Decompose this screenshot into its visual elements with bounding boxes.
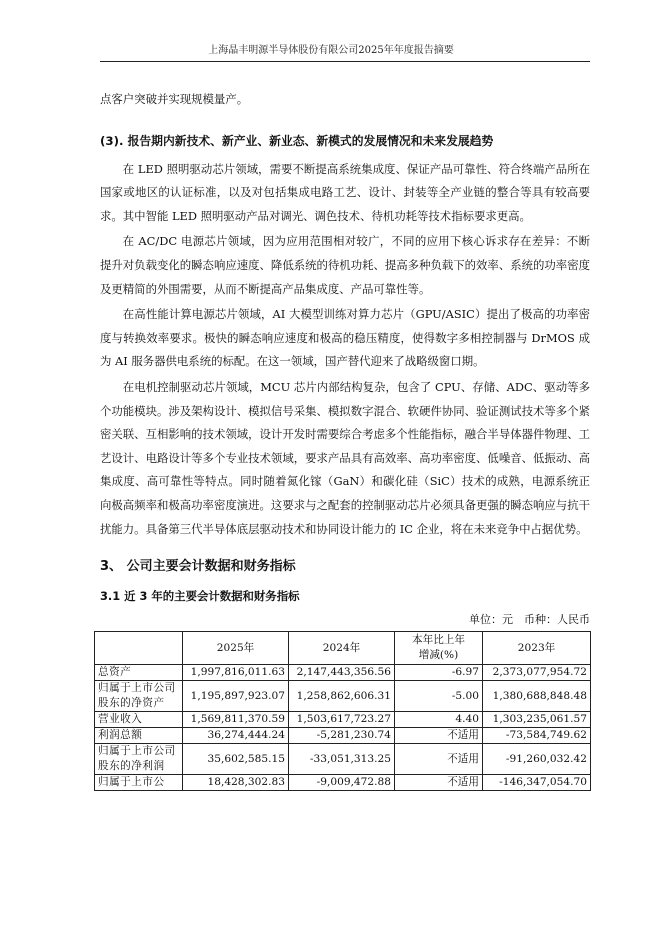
row-label: 归属于上市公 <box>95 775 183 791</box>
cell-change: -5.00 <box>395 681 483 712</box>
row-label: 总资产 <box>95 665 183 681</box>
paragraph-acdc: 在 AC/DC 电源芯片领域，因为应用范围相对较广，不同的应用下核心诉求存在差异：不断提升对负载变化的瞬态响应速度、降低系统的待机功耗、提高多种负载下的效率、系统的功率密度及更精简的外围需要，从而不断提高产品集成度、产品可靠性等。 <box>100 234 590 296</box>
table-header-cell: 2025年 <box>183 632 289 665</box>
table-header-cell: 本年比上年 增减(%) <box>395 632 483 665</box>
cell-2025: 18,428,302.83 <box>183 775 289 791</box>
table-header-row <box>95 632 591 665</box>
page-header: 上海晶丰明源半导体股份有限公司2025年年度报告摘要 <box>208 45 454 56</box>
row-label: 归属于上市公司股东的净资产 <box>95 681 183 712</box>
header-divider <box>100 61 590 62</box>
cell-2023: 1,303,235,061.57 <box>483 712 591 728</box>
cell-2025: 1,569,811,370.59 <box>183 712 289 728</box>
cell-2024: 1,258,862,606.31 <box>289 681 395 712</box>
cell-2025: 1,997,816,011.63 <box>183 665 289 681</box>
unit-currency-line: 单位：元 币种：人民币 <box>469 613 590 627</box>
cell-2024: 1,503,617,723.27 <box>289 712 395 728</box>
cell-change: 不适用 <box>395 728 483 744</box>
table-row <box>95 728 591 744</box>
row-label: 归属于上市公司股东的净利润 <box>95 744 183 775</box>
table-row <box>95 775 591 791</box>
financial-table <box>94 631 591 791</box>
cell-2025: 1,195,897,923.07 <box>183 681 289 712</box>
cell-2023: 2,373,077,954.72 <box>483 665 591 681</box>
paragraph-led: 在 LED 照明驱动芯片领域，需要不断提高系统集成度、保证产品可靠性、符合终端产品所在国家或地区的认证标准，以及对包括集成电路工艺、设计、封装等全产业链的整合等具有较高要求。其中智能 LED 照明驱动产品对调光、调色技术、待机功耗等技术指标要求更高。 <box>100 161 590 223</box>
row-label: 营业收入 <box>95 712 183 728</box>
cell-2025: 35,602,585.15 <box>183 744 289 775</box>
table-header-cell <box>95 632 183 665</box>
cell-2025: 36,274,444.24 <box>183 728 289 744</box>
table-row <box>95 744 591 775</box>
section-subheading-trends: (3). 报告期内新技术、新产业、新业态、新模式的发展情况和未来发展趋势 <box>100 133 494 148</box>
table-row <box>95 665 591 681</box>
cell-change: 4.40 <box>395 712 483 728</box>
section-heading-financials: 3、 公司主要会计数据和财务指标 <box>100 559 296 575</box>
cell-2024: -5,281,230.74 <box>289 728 395 744</box>
cell-change: 不适用 <box>395 744 483 775</box>
paragraph-motor: 在电机控制驱动芯片领域，MCU 芯片内部结构复杂，包含了 CPU、存储、ADC、驱动等多个功能模块。涉及架构设计、模拟信号采集、模拟数字混合、软硬件协同、验证测试技术等多个紧密关联、互相影响的技术领域，设计开发时需要综合考虑多个性能指标，融合半导体器件物理、工艺设计、电路设计等多个专业技术领域，要求产品具有高效率、高功率密度、低噪音、低振动、高集成度、高可靠性等特点。同时随着氮化镓（GaN）和碳化硅（SiC）技术的成熟，电源系统正向极高频率和极高功率密度演进。这要求与之配套的控制驱动芯片必须具备更强的瞬态响应与抗干扰能力。具备第三代半导体底层驱动技术和协同设计能力的 IC 企业，将在未来竞争中占据优势。 <box>100 379 590 536</box>
row-label: 利润总额 <box>95 728 183 744</box>
cell-2023: -91,260,032.42 <box>483 744 591 775</box>
table-header-cell: 2024年 <box>289 632 395 665</box>
cell-change: 不适用 <box>395 775 483 791</box>
cell-2024: -9,009,472.88 <box>289 775 395 791</box>
section-subheading-3yr-data: 3.1 近 3 年的主要会计数据和财务指标 <box>100 589 300 604</box>
continuation-text: 点客户突破并实现规模量产。 <box>100 92 249 106</box>
cell-2023: -73,584,749.62 <box>483 728 591 744</box>
paragraph-hpc: 在高性能计算电源芯片领域，AI 大模型训练对算力芯片（GPU/ASIC）提出了极高的功率密度与转换效率要求。极快的瞬态响应速度和极高的稳压精度，使得数字多相控制器与 DrMOS 成为 AI 服务器供电系统的标配。在这一领域，国产替代迎来了战略级窗口期。 <box>100 307 590 369</box>
table-row <box>95 712 591 728</box>
page-content <box>100 88 590 791</box>
cell-2024: -33,051,313.25 <box>289 744 395 775</box>
cell-2024: 2,147,443,356.56 <box>289 665 395 681</box>
cell-2023: 1,380,688,848.48 <box>483 681 591 712</box>
cell-change: -6.97 <box>395 665 483 681</box>
table-row <box>95 681 591 712</box>
cell-2023: -146,347,054.70 <box>483 775 591 791</box>
table-header-cell: 2023年 <box>483 632 591 665</box>
